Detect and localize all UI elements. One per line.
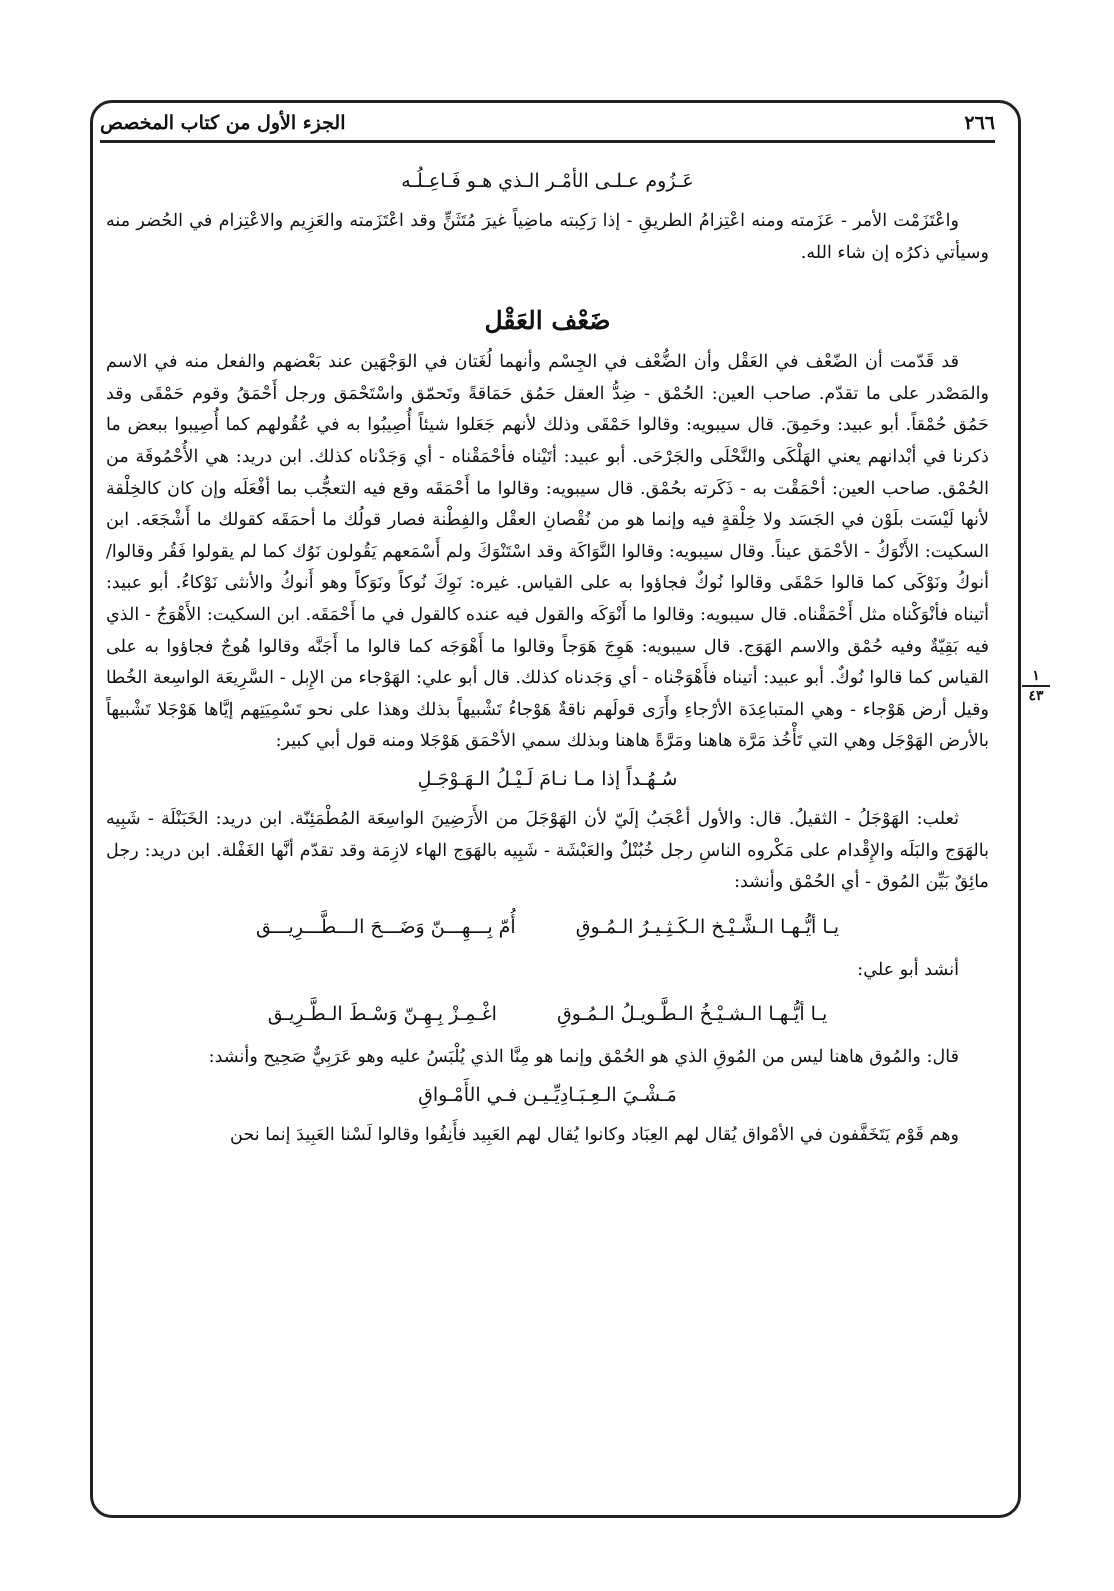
page-header (100, 106, 995, 143)
margin-folio-note (1022, 668, 1050, 704)
paragraph-4: قال: والمُوق هاهنا ليس من المُوقِ الذي هو الحُمْق وإنما هو مِنَّا الذي يُلْبَسُ عليه وهو عَرَبِيٌّ صَحِيح وأنشد: (208, 1047, 959, 1068)
margin-note-denominator: ٤٣ (1028, 688, 1044, 704)
couplet-2 (106, 994, 989, 1034)
fraction-bar (1022, 685, 1050, 687)
couplet-1-second-hemistich: أُمّ بِـــهِـــنّ وَضَـــحَ الـــطَّـــرِيـــق (256, 915, 516, 938)
couplet-2-first-hemistich: يـا أيُّـهـا الـشـيْـخُ الـطَّـويـلُ الـمُـوقِ (556, 1003, 828, 1026)
couplet-2-second-hemistich: اغْـمِـزْ بِـهِـنّ وَسْـطَ الـطَّـرِيـق (267, 1003, 497, 1026)
paragraph-3: ثعلب: الهَوْجَلُ - الثقيلُ. قال: والأول أعْجَبُ إلَيّ لأن الهَوْجَلَ من الأَرَضِينَ الواسِعَة المُطْمَئِنّة. ابن دريد: الخَبَنْلَة - شَبِيه بالهَوَج والبَلَه والإِقْدام على مَكْروه الناسِ رجل خُبُنْلٌ والعَبْشَة - شَبِيه بالهَوَج الهاء لازِمَة وقد تقدّم أنَّها الغَفْلة. ابن دريد: رجل مائِقٌ بَيِّن المُوق - أي الحُمْق وأنشد: (106, 808, 989, 893)
verse-middle: سُـهُـداً إذا مـا نـامَ لَـيْـلُ الـهَـوْجَـلِ (417, 767, 678, 790)
couplet-1 (106, 907, 989, 947)
margin-note-numerator: ١ (1032, 668, 1040, 684)
paragraph-5: وهم قَوْم يَتَخَفَّفون في الأمْواق يُقال لهم العِبَاد وكانوا يُقال لهم العَبِيد فأَنِفُوا وقالوا لَسْنا العَبِيدَ إنما نحن (230, 1124, 959, 1145)
page-number: ٢٦٦ (964, 112, 995, 134)
page-body (106, 160, 989, 1151)
verse-bottom: مَـشْـيَ الـعِـبَـادِيِّـيـن فـي الأَمْـواقِ (418, 1083, 677, 1106)
paragraph-1: واعْتَزَمْت الأمر - عَزَمته ومنه اعْتِزامُ الطريقِ - إذا رَكِبته ماضِياً غيرَ مُتَثَنٍّ وقد اعْتَزَمته والعَزِيم والاعْتِزام في الحُضر منه وسيأتي ذكرُه إن شاء الله. (106, 211, 989, 263)
abu-ali-line: أنشد أبو علي: (857, 959, 959, 980)
section-heading: ضَعْف العَقْل (484, 306, 611, 336)
paragraph-2: قد قَدّمت أن الضّعْف في العَقْل وأن الضُّعْف في الجِسْم وأنهما لُغَتان في الوَجْهَين عند بَعْضهم والفعل منه في الاسم والمَصْدر على ما تقدّم. صاحب العين: الحُمْق - ضِدُّ العقل حَمُق حَمَاقةً وتَحمّق واسْتَحْمَق ورجل أَحْمَقُ وقوم حَمْقَى وقد حَمُق حُمْقاً. أبو عبيد: وحَمِقَ. قال سيبويه: وقالوا حَمْقَى وذلك لأنهم جَعَلوا شيئاً أُصِيبُوا به في عُقُولهم كما أُصِيبوا ببعض ما ذكرنا في أبْدانهم يعني الهَلْكَى والنَّحْلَى والجَرْحَى. أبو عبيد: أتَيْناه فأحْمَقْناه - أي وَجَدْناه كذلك. ابن دريد: هي الأُحْمُوقَة من الحُمْق. صاحب العين: أحْمَقْت به - ذَكَرته بحُمْق. قال سيبويه: وقالوا ما أَحْمَقَه وقع فيه التعجُّب بما أفْعَلَه وإن كان كالخِلْقة لأنها لَيْسَت بلَوْن في الجَسَد ولا خِلْقةٍ فيه وإنما هو من نُقْصانِ العقْل والفِطْنة فصار قولُك ما أحمَقَه كقولك ما أَشْجَعَه. ابن السكيت: الأَنْوَكُ - الأحْمَق عيناً. وقال سيبويه: وقالوا النَّوَاكَة وقد اسْتَنْوَكَ ولم أَسْمَعهم يَقُولون نَوُك كما لم يقولوا فَقُر وقالوا/ أنوكُ ونَوْكَى كما قالوا حَمْقَى وقالوا نُوكٌ فجاؤوا به على القياس. غيره: نَوِكَ نُوكاً ونَوَكاً وهو أَنوكُ والأنثى نَوْكاءُ. أبو عبيد: أتيناه فأنْوَكْناه مثل أَحْمَقْناه. قال سيبويه: وقالوا ما أَنْوَكَه والقول فيه عنده كالقول في ما أَحْمَقَه. ابن السكيت: الأَهْوَجُ - الذي فيه بَقِيّةٌ وفيه حُمْق والاسم الهَوَج. قال سيبويه: هَوِجَ هَوَجاً وقالوا ما أَهْوَجَه كما قالوا ما أَجَنَّه وقالوا هُوجٌ فجاؤوا به على القياس كما قالوا نُوكٌ. أبو عبيد: أتيناه فأَهْوَجْناه - أي وَجَدناه كذلك. قال أبو علي: الهَوْجاء من الإِبل - السَّرِيعَة الواسِعة الخُطا وقيل أرض هَوْجاء - وهي المتباعِدَة الأرْجاءِ وأَرَى قولَهم ناقةٌ هَوْجاءُ تَشْبيهاً بذلك وهذا على نحو تَسْمِيَتِهم إيَّاها هَوْجَلا تَشْبيهاً بالأرض الهَوْجَل وهي التي تَأْخُذ مَرَّة هاهنا ومَرَّةً هاهنا وبذلك سمي الأحْمَق هَوْجَلا ومنه قول أبي كبير: (106, 352, 989, 752)
verse-top: عَـزُوم عـلـى الأمْـر الـذي هـو فَـاعِـلُـه (401, 170, 694, 192)
couplet-1-first-hemistich: يـا أيُّـهـا الـشَّـيْـخ الـكَـثِـيـرُ الـمُـوقِ (575, 915, 840, 938)
book-title: الجزء الأول من كتاب المخصص (100, 112, 346, 134)
